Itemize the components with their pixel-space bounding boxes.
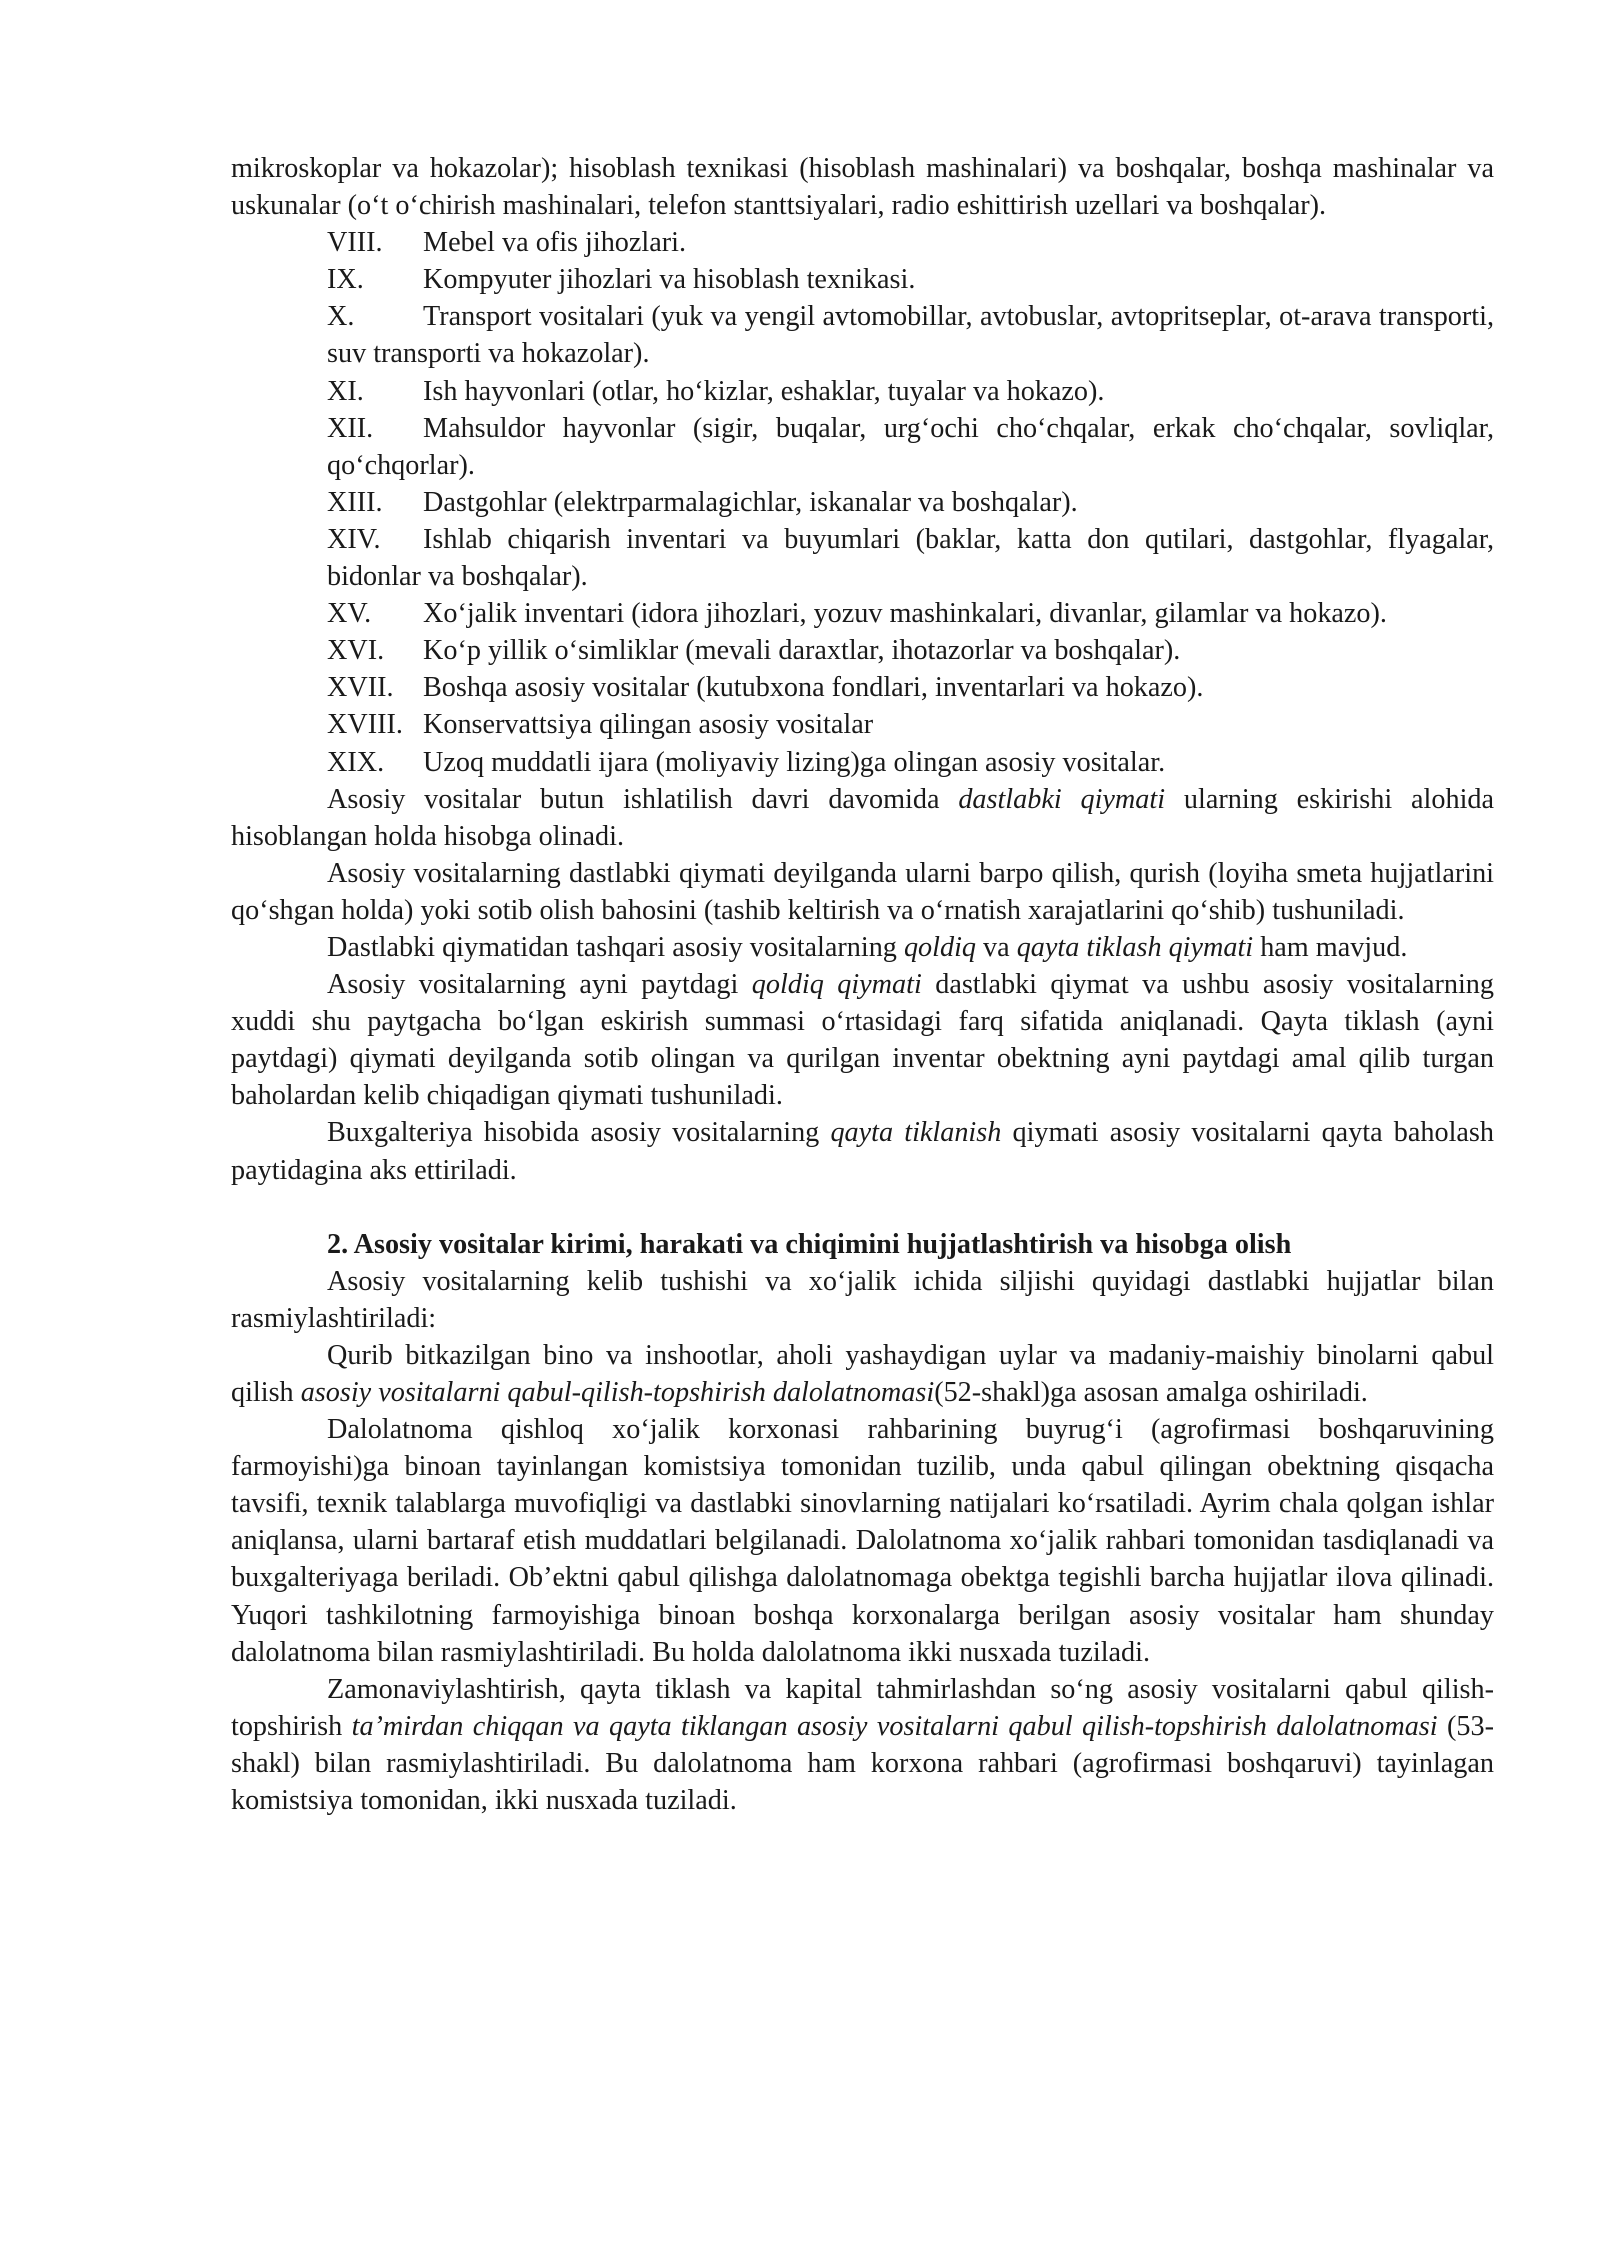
list-text: Mahsuldor hayvonlar (sigir, buqalar, urg‘ochi cho‘chqalar, erkak cho‘chqalar, sovliqlar, qo‘chqorlar). <box>327 412 1494 481</box>
list-number: XVII. <box>327 672 394 704</box>
body-paragraph: Dalolatnoma qishloq xo‘jalik korxonasi rahbarining buyrug‘i (agrofirmasi boshqaruvining farmoyishi)ga binoan tayinlangan komistsiya tomonidan tuzilib, unda qabul qilingan obektning qisqacha tavsifi, texnik talablarga muvofiqligi va dastlabki sinovlarning natijalari ko‘rsatiladi. Ayrim chala qolgan ishlar aniqlansa, ularni bartaraf etish muddatlari belgilanadi. Dalolatnoma xo‘jalik rahbari tomonidan tasdiqlanadi va buxgalteriyaga beriladi. Ob’ektni qabul qilishga dalolatnomaga obektga tegishli barcha hujjatlar ilova qilinadi. Yuqori tashkilotning farmoyishiga binoan boshqa korxonalarga berilgan asosiy vositalar ham shunday dalolatnoma bilan rasmiylashtiriladi. Bu holda dalolatnoma ikki nusxada tuziladi. <box>231 1414 1494 1668</box>
body-paragraph: Asosiy vositalarning kelib tushishi va xo‘jalik ichida siljishi quyidagi dastlabki hujjatlar bilan rasmiylashtiriladi: <box>231 1265 1494 1334</box>
body-paragraph: Qurib bitkazilgan bino va inshootlar, aholi yashaydigan uylar va madaniy-maishiy binolarni qabul qilish asosiy vositalarni qabul-qilish-topshirish dalolatnomasi(52-shakl)ga asosan amalga oshiriladi. <box>231 1339 1494 1408</box>
list-text: Ko‘p yillik o‘simliklar (mevali daraxtlar, ihotazorlar va boshqalar). <box>423 635 1181 667</box>
list-number: XIII. <box>327 486 383 518</box>
list-item <box>231 595 1494 632</box>
list-text: Xo‘jalik inventari (idora jihozlari, yozuv mashinkalari, divanlar, gilamlar va hokazo). <box>423 598 1387 630</box>
list-item <box>231 706 1494 743</box>
list-text: Konservattsiya qilingan asosiy vositalar <box>423 709 874 741</box>
section-heading: 2. Asosiy vositalar kirimi, harakati va chiqimini hujjatlashtirish va hisobga olish <box>327 1228 1292 1260</box>
list-number: XVI. <box>327 635 385 667</box>
list-text: Ishlab chiqarish inventari va buyumlari (baklar, katta don qutilari, dastgohlar, flyagalar, bidonlar va boshqalar). <box>327 523 1494 593</box>
list-number: XII. <box>327 412 374 444</box>
body-paragraph: Asosiy vositalarning ayni paytdagi qoldiq qiymati dastlabki qiymat va ushbu asosiy vositalarning xuddi shu paytgacha bo‘lgan eskirish summasi o‘rtasidagi farq sifatida aniqlanadi. Qayta tiklash (ayni paytdagi) qiymati deyilganda sotib olingan va qurilgan inventar obektning ayni paytdagi amal qilib turgan baholardan kelib chiqadigan qiymati tushuniladi. <box>231 969 1494 1112</box>
body-paragraph: Buxgalteriya hisobida asosiy vositalarning qayta tiklanish qiymati asosiy vositalarni qayta baholash paytidagina aks ettiriladi. <box>231 1117 1494 1186</box>
list-item <box>231 298 1494 372</box>
list-text: Dastgohlar (elektrparmalagichlar, iskanalar va boshqalar). <box>423 486 1078 518</box>
list-item <box>231 373 1494 410</box>
list-item <box>231 410 1494 484</box>
list-number: XVIII. <box>327 709 403 741</box>
body-paragraph: Zamonaviylashtirish, qayta tiklash va kapital tahmirlashdan so‘ng asosiy vositalarni qabul qilish-topshirish ta’mirdan chiqqan va qayta tiklangan asosiy vositalarni qabul qilish-topshirish dalolatnomasi (53-shakl) bilan rasmiylashtiriladi. Bu dalolatnoma ham korxona rahbari (agrofirmasi boshqaruvi) tayinlagan komistsiya tomonidan, ikki nusxada tuziladi. <box>231 1673 1494 1817</box>
document-page <box>231 150 1494 1819</box>
list-number: VIII. <box>327 227 383 259</box>
body-paragraph: Asosiy vositalarning dastlabki qiymati deyilganda ularni barpo qilish, qurish (loyiha smeta hujjatlarini qo‘shgan holda) yoki sotib olish bahosini (tashib keltirish va o‘rnatish xarajatlarini qo‘shib) tushuniladi. <box>231 857 1494 926</box>
list-item <box>231 632 1494 669</box>
list-item <box>231 521 1494 595</box>
list-text: Ish hayvonlari (otlar, ho‘kizlar, eshaklar, tuyalar va hokazo). <box>423 375 1105 407</box>
list-item <box>231 224 1494 261</box>
list-item <box>231 669 1494 706</box>
list-number: IX. <box>327 264 364 296</box>
list-number: XIX. <box>327 746 385 778</box>
list-item <box>231 261 1494 298</box>
body-paragraph: Asosiy vositalar butun ishlatilish davri davomida dastlabki qiymati ularning eskirishi alohida hisoblangan holda hisobga olinadi. <box>231 783 1494 852</box>
body-paragraph: Dastlabki qiymatidan tashqari asosiy vositalarning qoldiq va qayta tiklash qiymati ham mavjud. <box>327 931 1408 963</box>
list-item <box>231 484 1494 521</box>
section-gap <box>231 1189 1494 1226</box>
list-text: Mebel va ofis jihozlari. <box>423 227 687 259</box>
list-number: XIV. <box>327 523 381 555</box>
list-text: Uzoq muddatli ijara (moliyaviy lizing)ga olingan asosiy vositalar. <box>423 746 1166 778</box>
list-item <box>231 744 1494 781</box>
list-text: Kompyuter jihozlari va hisoblash texnikasi. <box>423 264 916 296</box>
list-number: XV. <box>327 598 372 630</box>
list-text: Boshqa asosiy vositalar (kutubxona fondlari, inventarlari va hokazo). <box>423 672 1204 704</box>
intro-paragraph: mikroskoplar va hokazolar); hisoblash texnikasi (hisoblash mashinalari) va boshqalar, boshqa mashinalar va uskunalar (o‘t o‘chirish mashinalari, telefon stanttsiyalari, radio eshittirish uzellari va boshqalar). <box>231 153 1494 222</box>
list-number: X. <box>327 301 355 333</box>
list-number: XI. <box>327 375 364 407</box>
list-text: Transport vositalari (yuk va yengil avtomobillar, avtobuslar, avtopritseplar, ot-arava transporti, suv transporti va hokazolar). <box>327 301 1494 370</box>
